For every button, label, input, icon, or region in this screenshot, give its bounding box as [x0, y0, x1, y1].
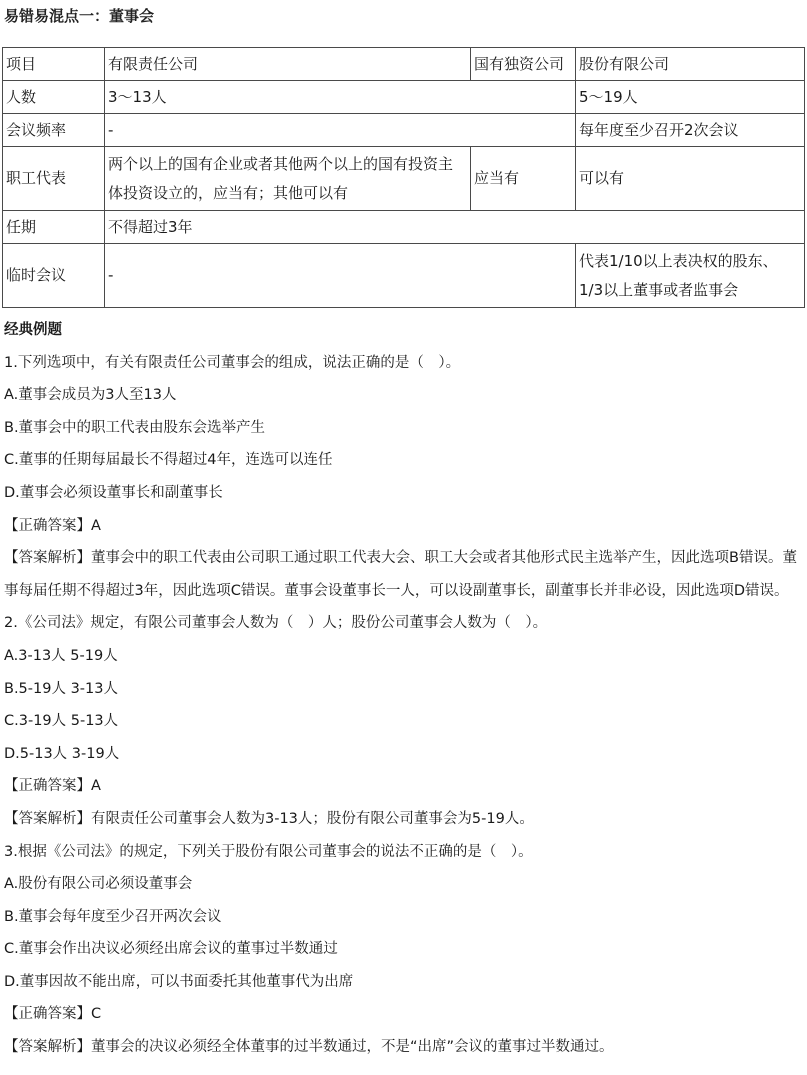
option: B.董事会每年度至少召开两次会议	[4, 908, 222, 925]
option: B.5-19人 3-13人	[4, 680, 118, 697]
option: A.股份有限公司必须设董事会	[4, 876, 193, 893]
option: A.3-13人 5-19人	[4, 647, 118, 664]
option: C.3-19人 5-13人	[4, 713, 119, 730]
option: A.董事会成员为3人至13人	[4, 387, 177, 404]
table-cell: 不得超过3年	[105, 211, 805, 244]
answer: 【正确答案】C	[4, 1006, 102, 1023]
table-row	[3, 114, 805, 147]
row-label: 人数	[3, 81, 105, 114]
row-label: 任期	[3, 211, 105, 244]
examples-section	[4, 314, 804, 1064]
table-row	[3, 147, 805, 211]
comparison-table	[2, 47, 805, 308]
table-cell: 两个以上的国有企业或者其他两个以上的国有投资主体投资设立的，应当有；其他可以有	[105, 147, 471, 211]
table-cell: 3～13人	[105, 81, 576, 114]
table-row	[3, 81, 805, 114]
table-cell: -	[105, 244, 576, 308]
row-label: 临时会议	[3, 244, 105, 308]
question-stem: 1.下列选项中，有关有限责任公司董事会的组成，说法正确的是（ ）。	[4, 354, 461, 371]
row-label: 会议频率	[3, 114, 105, 147]
question-stem: 3.根据《公司法》的规定，下列关于股份有限公司董事会的说法不正确的是（ ）。	[4, 843, 533, 860]
table-cell: 每年度至少召开2次会议	[576, 114, 805, 147]
analysis: 【答案解析】有限责任公司董事会人数为3-13人；股份有限公司董事会为5-19人。	[4, 810, 534, 827]
option: D.5-13人 3-19人	[4, 745, 120, 762]
header-cell: 股份有限公司	[576, 48, 805, 81]
section-title: 经典例题	[4, 322, 62, 338]
answer: 【正确答案】A	[4, 778, 101, 795]
answer: 【正确答案】A	[4, 517, 101, 534]
row-label: 职工代表	[3, 147, 105, 211]
table-cell: 5～19人	[576, 81, 805, 114]
table-row	[3, 211, 805, 244]
table-header-row	[3, 48, 805, 81]
page-title: 易错易混点一：董事会	[4, 7, 155, 25]
analysis: 【答案解析】董事会中的职工代表由公司职工通过职工代表大会、职工大会或者其他形式民主选举产生，因此选项B错误。董事每届任期不得超过3年，因此选项C错误。董事会设董事长一人，可以设副董事长，副董事长并非必设，因此选项D错误。	[4, 550, 797, 599]
header-cell: 项目	[3, 48, 105, 81]
option: C.董事会作出决议必须经出席会议的董事过半数通过	[4, 941, 338, 958]
option: D.董事因故不能出席，可以书面委托其他董事代为出席	[4, 973, 354, 990]
table-cell: 应当有	[471, 147, 576, 211]
header-cell: 国有独资公司	[471, 48, 576, 81]
table-cell: 可以有	[576, 147, 805, 211]
table-row	[3, 244, 805, 308]
analysis: 【答案解析】董事会的决议必须经全体董事的过半数通过，不是“出席”会议的董事过半数通过。	[4, 1039, 614, 1056]
option: B.董事会中的职工代表由股东会选举产生	[4, 419, 266, 436]
table-cell: 代表1/10以上表决权的股东、1/3以上董事或者监事会	[576, 244, 805, 308]
option: C.董事的任期每届最长不得超过4年，连选可以连任	[4, 452, 333, 469]
header-cell: 有限责任公司	[105, 48, 471, 81]
question-stem: 2.《公司法》规定，有限公司董事会人数为（ ）人；股份公司董事会人数为（ ）。	[4, 615, 548, 632]
table-cell: -	[105, 114, 576, 147]
option: D.董事会必须设董事长和副董事长	[4, 484, 223, 501]
